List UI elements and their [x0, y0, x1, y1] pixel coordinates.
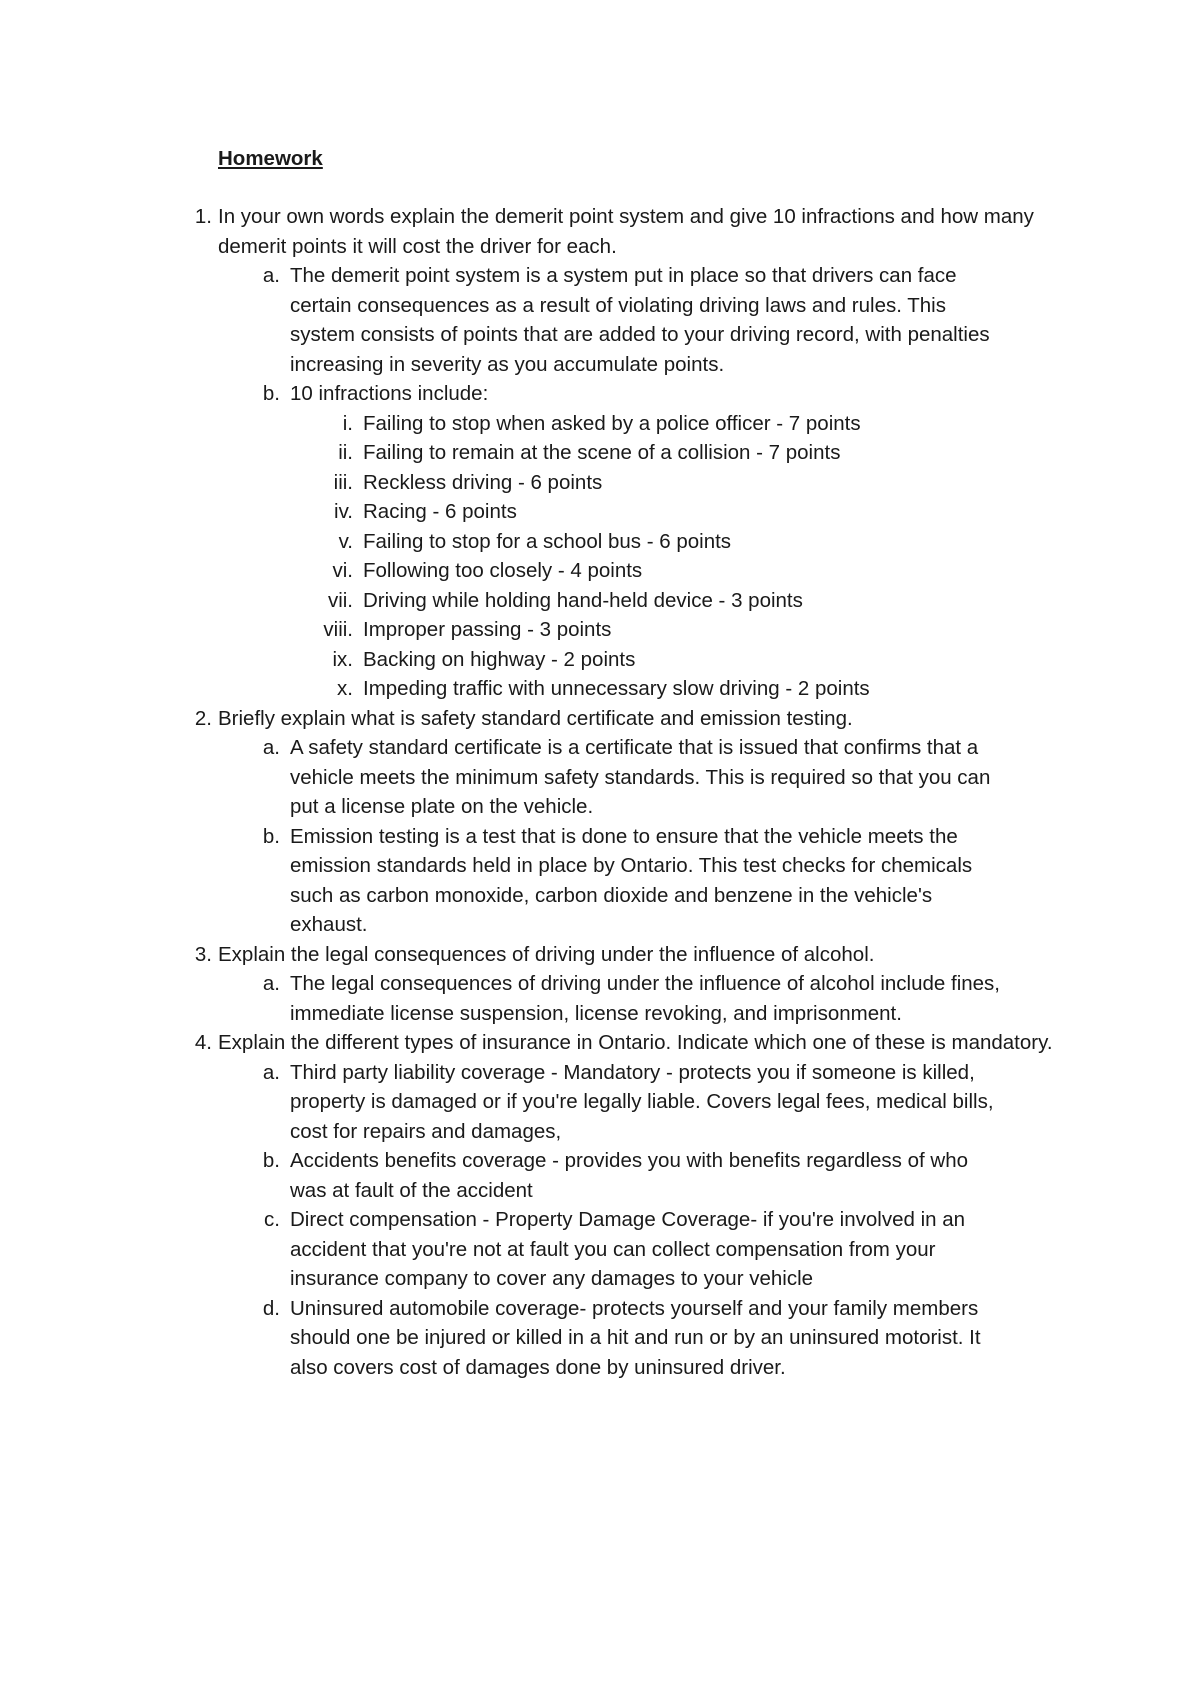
infraction-item — [218, 645, 1080, 675]
answer-label: c. — [264, 1208, 280, 1231]
question-item — [180, 704, 1080, 940]
answer-text: The legal consequences of driving under the influence of alcohol include fines, immediate license suspension, license revoking, and imprisonment. — [290, 972, 1000, 1025]
answer-item — [218, 1294, 1080, 1383]
answer-text: Uninsured automobile coverage- protects yourself and your family members should one be injured or killed in a hit and run or by an uninsured motorist. It also covers cost of damages done by uninsured driver. — [290, 1296, 981, 1379]
answer-item — [218, 1205, 1080, 1294]
infraction-item — [218, 497, 1080, 527]
question-number: 1. — [194, 205, 212, 228]
infraction-label: i. — [342, 411, 353, 435]
answer-label: d. — [262, 1296, 280, 1320]
answer-item — [218, 1058, 1080, 1147]
question-text: Explain the different types of insurance in Ontario. Indicate which one of these is mandatory. — [218, 1031, 1053, 1054]
question-list — [180, 202, 1080, 1382]
homework-title: Homework — [218, 147, 323, 170]
question-number: 4. — [194, 1031, 212, 1054]
answer-item — [218, 969, 1080, 1028]
infraction-text: Reckless driving - 6 points — [363, 470, 603, 494]
infraction-label: vi. — [332, 559, 353, 582]
answer-label: b. — [262, 1149, 280, 1172]
answer-label: a. — [262, 1060, 280, 1084]
question-text: Briefly explain what is safety standard certificate and emission testing. — [218, 706, 853, 730]
infraction-list — [218, 409, 1080, 704]
answer-label: a. — [262, 972, 280, 995]
infraction-label: v. — [338, 529, 353, 553]
answer-text: Emission testing is a test that is done to ensure that the vehicle meets the emission standards held in place by Ontario. This test checks for chemicals such as carbon monoxide, carbon dioxide and benzene in the vehicle's exhaust. — [290, 824, 973, 936]
question-text: In your own words explain the demerit point system and give 10 infractions and how many demerit points it will cost the driver for each. — [218, 205, 1034, 258]
infraction-text: Failing to remain at the scene of a collision - 7 points — [363, 441, 841, 464]
question-item — [180, 1028, 1080, 1382]
infraction-label: iii. — [333, 470, 353, 494]
answer-list — [218, 261, 1080, 409]
infraction-label: viii. — [323, 618, 353, 641]
question-text: Explain the legal consequences of driving under the influence of alcohol. — [218, 942, 875, 966]
answer-text: 10 infractions include: — [290, 382, 489, 405]
answer-label: a. — [262, 736, 280, 759]
question-item — [180, 202, 1080, 704]
answer-list — [218, 1058, 1080, 1383]
answer-label: a. — [262, 264, 280, 287]
infraction-text: Backing on highway - 2 points — [363, 647, 636, 671]
answer-text: The demerit point system is a system put in place so that drivers can face certain consequences as a result of violating driving laws and rules. This system consists of points that are added to your driving record, with penalties increasing in severity as you accumulate points. — [290, 264, 990, 376]
infraction-label: ii. — [338, 441, 353, 464]
answer-item — [218, 261, 1080, 379]
infraction-label: ix. — [332, 647, 353, 671]
infraction-label: x. — [337, 677, 353, 700]
infraction-item — [218, 527, 1080, 557]
infraction-text: Impeding traffic with unnecessary slow driving - 2 points — [363, 677, 870, 700]
answer-item — [218, 379, 1080, 409]
infraction-text: Improper passing - 3 points — [363, 618, 612, 641]
infraction-item — [218, 468, 1080, 498]
infraction-item — [218, 409, 1080, 439]
infraction-text: Failing to stop for a school bus - 6 points — [363, 529, 732, 553]
infraction-label: vii. — [327, 588, 353, 612]
infraction-item — [218, 615, 1080, 645]
infraction-item — [218, 438, 1080, 468]
answer-text: Accidents benefits coverage - provides you with benefits regardless of who was at fault of the accident — [290, 1149, 969, 1202]
answer-item — [218, 822, 1080, 940]
infraction-text: Racing - 6 points — [363, 500, 517, 523]
question-item — [180, 940, 1080, 1029]
answer-label: b. — [262, 824, 280, 848]
infraction-text: Driving while holding hand-held device - 3 points — [363, 588, 803, 612]
infraction-text: Following too closely - 4 points — [363, 559, 643, 582]
answer-text: Direct compensation - Property Damage Coverage- if you're involved in an accident that you're not at fault you can collect compensation from your insurance company to cover any damages to your vehicle — [290, 1208, 966, 1290]
infraction-item — [218, 674, 1080, 704]
answer-item — [218, 1146, 1080, 1205]
infraction-label: iv. — [334, 500, 353, 523]
answer-list — [218, 969, 1080, 1028]
answer-text: A safety standard certificate is a certificate that is issued that confirms that a vehicle meets the minimum safety standards. This is required so that you can put a license plate on the vehicle. — [290, 736, 991, 818]
answer-list — [218, 733, 1080, 940]
infraction-item — [218, 586, 1080, 616]
infraction-item — [218, 556, 1080, 586]
answer-text: Third party liability coverage - Mandatory - protects you if someone is killed, property is damaged or if you're legally liable. Covers legal fees, medical bills, cost for repairs and damages, — [290, 1060, 994, 1143]
question-number: 3. — [194, 942, 212, 966]
question-number: 2. — [194, 706, 212, 730]
infraction-text: Failing to stop when asked by a police officer - 7 points — [363, 411, 861, 435]
answer-label: b. — [262, 382, 280, 405]
answer-item — [218, 733, 1080, 822]
